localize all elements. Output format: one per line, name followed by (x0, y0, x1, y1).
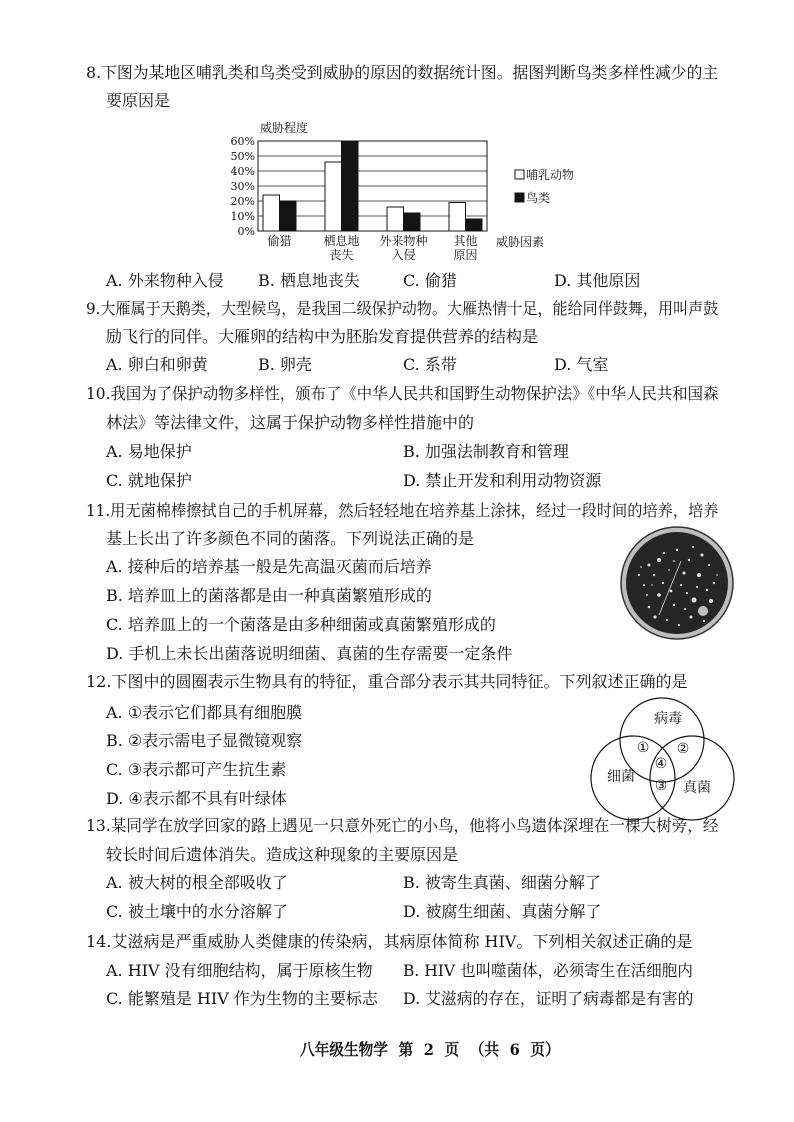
region-1-label: ① (636, 740, 650, 756)
chart-category-label-line: 外来物种 (379, 234, 428, 248)
q14-option-d: D. 艾滋病的存在，证明了病毒都是有害的 (403, 989, 694, 1008)
q9-stem-line-2: 励飞行的同伴。大雁卵的结构中为胚胎发育提供营养的结构是 (106, 327, 539, 346)
colony (668, 569, 670, 571)
colony (706, 589, 708, 591)
q9-stem-line-1: 9.大雁属于天鹅类，大型候鸟，是我国二级保护动物。大雁热情十足，能给同伴鼓舞，用叫声鼓 (86, 299, 719, 318)
q13-stem-line-1: 13.某同学在放学回家的路上遇见一只意外死亡的小鸟，他将小鸟遗体深埋在一棵大树旁，经 (86, 816, 719, 835)
chart-y-tick-label: 10% (230, 210, 255, 223)
colony (638, 574, 640, 576)
chart-bar-s0-c3 (449, 203, 466, 232)
chart-legend-swatch-1 (515, 193, 524, 202)
page-footer: 八年级生物学 第 2 页 （共 6 页） (300, 1040, 560, 1059)
q8-option-d: D. 其他原因 (554, 271, 641, 290)
q12-stem-line-1: 12.下图中的圆圈表示生物具有的特征，重合部分表示其共同特征。下列叙述正确的是 (86, 672, 688, 691)
q13-option-a: A. 被大树的根全部吸收了 (106, 873, 288, 892)
colony (678, 624, 680, 626)
colony (648, 606, 651, 609)
bacteria-label: 细菌 (607, 769, 635, 785)
chart-bar-s0-c2 (387, 207, 404, 231)
chart-legend-label-1: 鸟类 (526, 191, 551, 205)
chart-bar-s1-c1 (342, 141, 359, 231)
colony (708, 564, 710, 566)
colony (692, 546, 694, 548)
region-3-label: ③ (654, 778, 668, 794)
colony (653, 574, 655, 576)
q13-option-d: D. 被腐生细菌、真菌分解了 (403, 902, 602, 921)
region-4-label: ④ (654, 756, 668, 772)
q10-option-a: A. 易地保护 (106, 442, 192, 461)
chart-y-tick-label: 60% (230, 135, 255, 148)
q11-option-b: B. 培养皿上的菌落都是由一种真菌繁殖形成的 (106, 586, 432, 605)
q13-stem-line-2: 较长时间后遗体消失。造成这种现象的主要原因是 (106, 845, 459, 864)
colony (673, 604, 675, 606)
q9-option-a: A. 卵白和卵黄 (106, 355, 208, 374)
q11-stem-line-2: 基上长出了许多颜色不同的菌落。下列说法正确的是 (106, 529, 475, 548)
chart-category-label-3 (453, 233, 477, 262)
q9-option-b: B. 卵壳 (258, 355, 312, 374)
q13-option-c: C. 被土壤中的水分溶解了 (106, 902, 288, 921)
q12-option-b: B. ②表示需电子显微镜观察 (106, 731, 303, 750)
colony (640, 566, 642, 568)
colony (701, 554, 704, 557)
chart-legend-label-0: 哺乳动物 (526, 168, 575, 182)
q14-option-b: B. HIV 也叫噬菌体，必须寄生在活细胞内 (403, 961, 693, 980)
q14-stem-line-1: 14.艾滋病是严重威胁人类健康的传染病，其病原体简称 HIV。下列相关叙述正确的是 (86, 932, 693, 951)
chart-y-tick-label: 0% (237, 225, 255, 238)
culture-medium (626, 532, 728, 634)
region-2-label: ② (676, 741, 690, 757)
q10-stem-line-2: 林法》等法律文件，这属于保护动物多样性措施中的 (106, 413, 475, 432)
colony (646, 594, 648, 596)
fungi-label: 真菌 (683, 780, 711, 796)
colony (709, 599, 713, 603)
q8-stem-line-1: 8.下图为某地区哺乳类和鸟类受到威胁的原因的数据统计图。据图判断鸟类多样性减少的主 (86, 63, 719, 82)
chart-category-label-line: 偷猎 (267, 234, 292, 248)
colony (686, 592, 688, 594)
colony (657, 593, 661, 597)
chart-category-label-line: 丧失 (329, 248, 354, 262)
chart-bar-s1-c2 (404, 213, 421, 231)
colony (684, 608, 686, 610)
colony (688, 559, 690, 561)
colony (690, 616, 693, 619)
colony (698, 606, 708, 616)
colony (651, 584, 652, 585)
threat-factor-bar-chart (220, 118, 580, 268)
chart-category-label-line: 入侵 (391, 248, 416, 262)
q13-option-b: B. 被寄生真菌、细菌分解了 (403, 873, 601, 892)
q8-stem-line-2: 要原因是 (106, 91, 171, 110)
q10-option-c: C. 就地保护 (106, 471, 192, 490)
q12-option-a: A. ①表示它们都具有细胞膜 (106, 703, 303, 722)
chart-y-tick-label: 30% (230, 180, 255, 193)
chart-x-axis-label: 威胁因素 (496, 235, 545, 249)
colony (663, 552, 665, 554)
chart-bar-s1-c3 (466, 219, 483, 231)
q10-stem-line-1: 10.我国为了保护动物多样性，颁布了《中华人民共和国野生动物保护法》《中华人民共和国森 (86, 384, 719, 403)
colony (643, 584, 645, 586)
q12-option-d: D. ④表示都不具有叶绿体 (106, 789, 287, 808)
chart-bar-s0-c1 (325, 162, 342, 231)
q8-option-b: B. 栖息地丧失 (258, 271, 360, 290)
q8-option-c: C. 偷猎 (403, 271, 457, 290)
petri-dish-image (619, 525, 735, 641)
chart-category-label-2 (379, 233, 427, 262)
colony (676, 549, 678, 551)
q9-option-d: D. 气室 (554, 355, 609, 374)
q10-option-d: D. 禁止开发和利用动物资源 (403, 471, 602, 490)
colony (653, 615, 656, 618)
colony (716, 574, 718, 576)
chart-y-tick-label: 20% (230, 195, 255, 208)
chart-category-label-line: 原因 (453, 248, 478, 262)
colony (648, 564, 651, 567)
colony (662, 582, 664, 584)
q11-stem-line-1: 11.用无菌棉棒擦拭自己的手机屏幕，然后轻轻地在培养基上涂抹，经过一段时间的培养，培养 (86, 501, 719, 520)
colony (666, 619, 668, 621)
chart-legend-swatch-0 (515, 170, 524, 179)
colony (692, 598, 697, 603)
colony (673, 560, 675, 562)
chart-bar-s0-c0 (263, 195, 280, 231)
q9-option-c: C. 系带 (403, 355, 457, 374)
chart-y-axis-label: 威胁程度 (260, 121, 309, 135)
colony (696, 586, 698, 588)
chart-category-label-line: 其他 (453, 234, 478, 248)
chart-y-tick-label: 40% (230, 165, 255, 178)
colony (657, 558, 661, 562)
chart-category-label-line: 栖息地 (323, 234, 360, 248)
chart-y-tick-label: 50% (230, 150, 255, 163)
q8-option-a: A. 外来物种入侵 (106, 271, 224, 290)
chart-bar-s1-c0 (280, 201, 297, 231)
venn-diagram (585, 694, 740, 826)
q11-option-c: C. 培养皿上的一个菌落是由多种细菌或真菌繁殖形成的 (106, 615, 496, 634)
chart-category-label-1 (323, 233, 359, 262)
colony (697, 573, 701, 577)
q11-option-d: D. 手机上未长出菌落说明细菌、真菌的生存需要一定条件 (106, 644, 513, 663)
q14-option-c: C. 能繁殖是 HIV 作为生物的主要标志 (106, 989, 378, 1008)
chart-category-label-0 (267, 233, 291, 248)
q10-option-b: B. 加强法制教育和管理 (403, 442, 569, 461)
colony (683, 572, 686, 575)
q12-option-c: C. ③表示都可产生抗生素 (106, 760, 287, 779)
colony (670, 590, 673, 593)
colony (713, 582, 715, 584)
q14-option-a: A. HIV 没有细胞结构，属于原核生物 (106, 961, 373, 980)
colony (680, 584, 682, 586)
q11-option-a: A. 接种后的培养基一般是先高温灭菌而后培养 (106, 557, 432, 576)
virus-label: 病毒 (654, 711, 682, 727)
colony (703, 620, 705, 622)
